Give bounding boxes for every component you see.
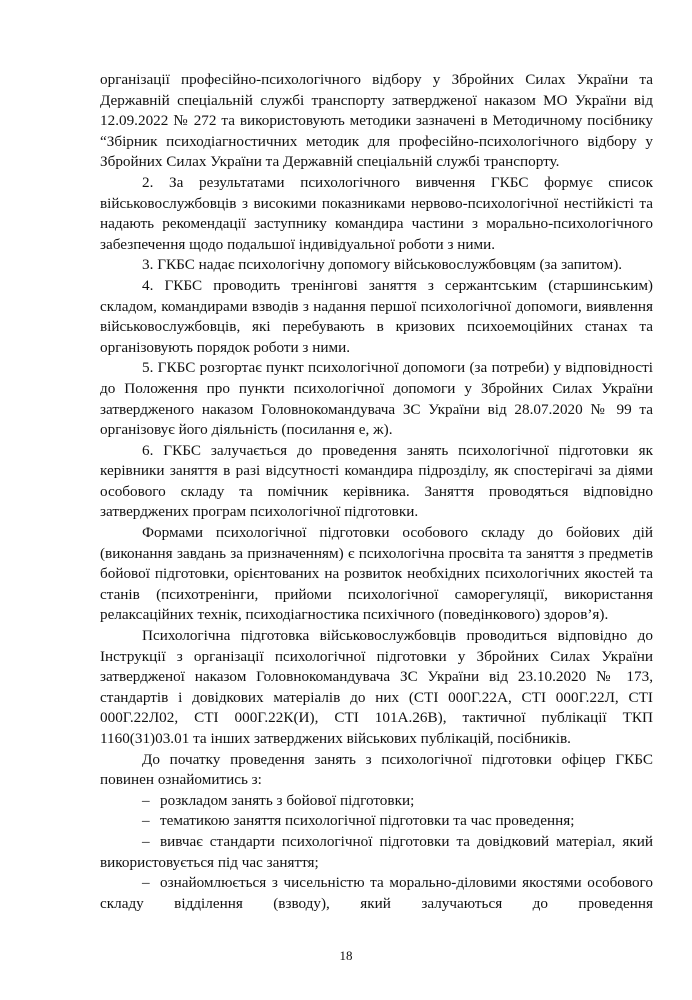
dash-marker: – — [142, 812, 150, 830]
paragraph-item-3: 3. ГКБС надає психологічну допомогу військовослужбовцям (за запитом). — [142, 256, 623, 274]
paragraph-item-4: 4. ГКБС проводить тренінгові заняття з сержантським (старшинським) складом, командирами взводів з надання першої психологічної допомоги, виявлення військовослужбовців, які перебувають в кризових психоемоційних станах та організовують порядок роботи з ними. — [100, 276, 653, 356]
paragraph-before-classes: До початку проведення занять з психологічної підготовки офіцер ГКБС повинен ознайомитись з: — [100, 750, 653, 789]
page-number: 18 — [339, 948, 353, 963]
paragraph-psychological-training: Психологічна підготовка військовослужбовців проводиться відповідно до Інструкції з організації психологічної підготовки у Збройних Силах України затвердженої наказом Головнокомандувача ЗС України від 23.10.2020 № 173, стандартів і довідкових матеріалів до них (СТІ 000Г.22А, СТІ 000Г.22Л, СТІ 000Г.22Л02, СТІ 000Г.22К(И), СТІ 101А.26В), тактичної публікації ТКП 1160(31)03.01 та інших затверджених військових публікацій, посібників. — [100, 627, 653, 747]
list-item — [100, 811, 653, 832]
paragraph-item-2: 2. За результатами психологічного вивчення ГКБС формує список військовослужбовців з високими показниками нервово-психологічної нестійкісті та надають рекомендації заступнику командира частини з морально-психологічного забезпечення щодо подальшої індивідуальної роботи з ними. — [100, 173, 653, 253]
document-page — [100, 70, 653, 914]
dash-marker: – — [142, 832, 150, 850]
dash-marker: – — [142, 874, 150, 892]
requirements-list — [100, 791, 653, 915]
list-item — [100, 791, 653, 812]
list-item — [100, 832, 653, 873]
list-item — [100, 873, 653, 914]
paragraph-item-5: 5. ГКБС розгортає пункт психологічної допомоги (за потреби) у відповідності до Положення про пункти психологічної допомоги у Збройних Силах України затвердженого наказом Головнокомандувача ЗС України від 28.07.2020 № 99 та організовує його діяльність (посилання е, ж). — [100, 359, 653, 439]
list-item-text: ознайомлюється з чисельністю та морально-діловими якостями особового складу відділення (взводу), який залучаються до проведення — [100, 874, 653, 912]
list-item-text: вивчає стандарти психологічної підготовки та довідковий матеріал, який використовується під час заняття; — [100, 832, 653, 871]
list-item-text: тематикою заняття психологічної підготовки та час проведення; — [160, 812, 575, 830]
paragraph-item-6: 6. ГКБС залучається до проведення занять психологічної підготовки як керівники заняття в разі відсутності командира підрозділу, як спостерігачі за діями особового складу та помічник керівника. Заняття проводяться відповідно затверджених програм психологічної підготовки. — [100, 441, 653, 521]
list-item-text: розкладом занять з бойової підготовки; — [160, 791, 415, 809]
paragraph-forms-of-training: Формами психологічної підготовки особового складу до бойових дій (виконання завдань за призначенням) є психологічна просвіта та заняття з предметів бойової підготовки, орієнтованих на розвиток необхідних психологічних якостей та станів (психотренінги, прийоми психологічної саморегуляції, використання релаксаційних технік, психодіагностика психічного (поведінкового) здоров’я). — [100, 524, 653, 624]
dash-marker: – — [142, 791, 150, 809]
paragraph-continuation: організації професійно-психологічного відбору у Збройних Силах України та Державній спеціальній службі транспорту затвердженої наказом МО України від 12.09.2022 № 272 та використовують методики зазначені в Методичному посібнику “Збірник психодіагностичних методик для професійно-психологічного відбору у Збройних Силах України та Державній спеціальній службі транспорту. — [100, 71, 653, 171]
